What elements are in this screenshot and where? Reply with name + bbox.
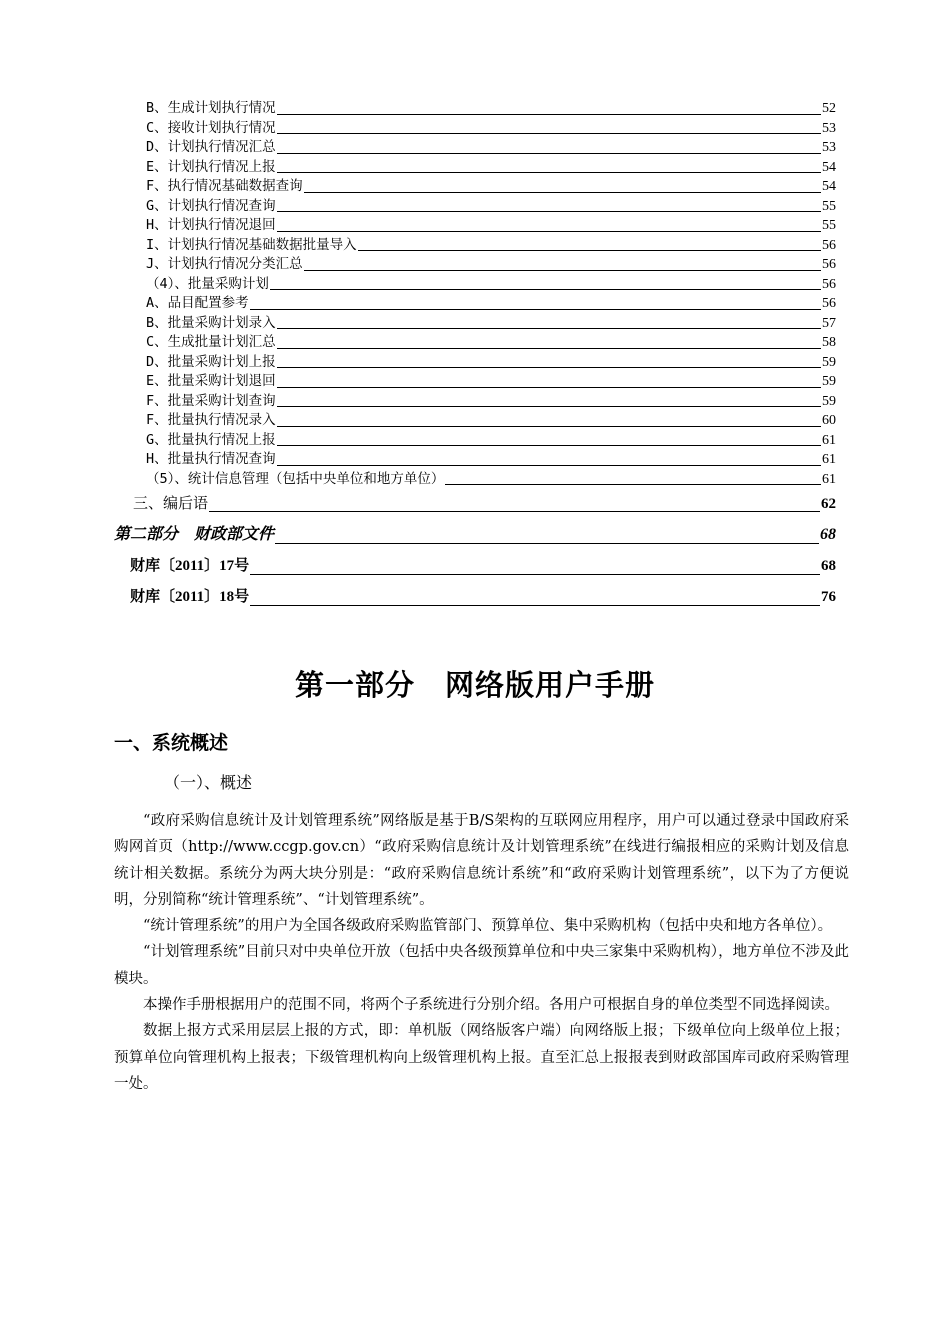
toc-leader bbox=[277, 347, 821, 349]
toc-entry-label: F、批量执行情况录入 bbox=[146, 412, 276, 428]
toc-entry-label: A、品目配置参考 bbox=[146, 295, 249, 311]
toc-entry[interactable] bbox=[146, 119, 836, 139]
toc-page-number: 59 bbox=[822, 393, 836, 409]
toc-entry-label: D、批量采购计划上报 bbox=[146, 353, 276, 370]
toc-leader bbox=[277, 152, 821, 154]
toc-leader bbox=[270, 288, 821, 290]
toc-leader bbox=[209, 510, 820, 512]
subsection-title: （一）、概述 bbox=[164, 773, 253, 792]
toc-entry-label: G、批量执行情况上报 bbox=[146, 431, 276, 448]
toc-leader bbox=[277, 132, 821, 134]
toc-entry[interactable] bbox=[146, 470, 836, 490]
toc-page-number: 57 bbox=[822, 315, 836, 331]
toc-entry-afterword[interactable] bbox=[133, 489, 836, 519]
toc-page-number: 61 bbox=[822, 432, 836, 448]
toc-entry-label: E、计划执行情况上报 bbox=[146, 158, 276, 175]
toc-entry-label: H、计划执行情况退回 bbox=[146, 217, 276, 233]
part-title: 第一部分 网络版用户手册 bbox=[294, 668, 655, 702]
toc-leader bbox=[358, 249, 821, 251]
toc-entry-label: H、批量执行情况查询 bbox=[146, 451, 276, 467]
toc-entry[interactable] bbox=[146, 99, 836, 119]
toc-page-number: 55 bbox=[822, 198, 836, 214]
toc-entry[interactable] bbox=[146, 255, 836, 275]
toc-page-number: 76 bbox=[821, 589, 836, 605]
toc-leader bbox=[445, 483, 821, 485]
toc-entry-label: D、计划执行情况汇总 bbox=[146, 139, 276, 155]
toc-leader bbox=[277, 230, 821, 232]
toc-page-number: 59 bbox=[822, 374, 836, 389]
toc-entry-label: E、批量采购计划退回 bbox=[146, 373, 276, 389]
toc-entry[interactable] bbox=[146, 294, 836, 314]
toc-entry-label: C、接收计划执行情况 bbox=[146, 119, 276, 136]
toc-leader bbox=[277, 425, 821, 427]
toc-entry-label: B、生成计划执行情况 bbox=[146, 100, 276, 116]
toc-leader bbox=[275, 542, 819, 544]
toc-entry-label: J、计划执行情况分类汇总 bbox=[146, 256, 303, 272]
toc-entry-document[interactable] bbox=[130, 551, 836, 582]
toc-entry-label: （4）、批量采购计划 bbox=[146, 275, 269, 292]
paragraph: “政府采购信息统计及计划管理系统”网络版是基于B/S架构的互联网应用程序，用户可以通过登录中国政府采购网首页（http://www.ccgp.gov.cn）“政府采购信息统计及计划管理系统”在线进行编报相应的采购计划及信息统计相关数据。系统分为两大块分别是：“政府采购信息统计系统”和“政府采购计划管理系统”，以下为了方便说明，分别简称“统计管理系统”、“计划管理系统”。 bbox=[114, 813, 849, 908]
toc-page-number: 53 bbox=[822, 140, 836, 155]
toc-page-number: 61 bbox=[822, 471, 836, 487]
toc-entry-label: I、计划执行情况基础数据批量导入 bbox=[146, 236, 357, 253]
toc-entry[interactable] bbox=[146, 275, 836, 295]
toc-entry[interactable] bbox=[146, 158, 836, 178]
toc-leader bbox=[250, 604, 820, 606]
toc-entry[interactable] bbox=[146, 236, 836, 256]
toc-page-number: 54 bbox=[822, 159, 836, 175]
toc-entry-label: 三、编后语 bbox=[133, 496, 209, 512]
toc-page-number: 53 bbox=[822, 120, 836, 136]
toc-entry-label: F、批量采购计划查询 bbox=[146, 392, 276, 409]
toc-leader bbox=[277, 386, 821, 388]
toc-leader bbox=[277, 210, 821, 212]
toc-page-number: 60 bbox=[822, 413, 836, 428]
toc-page-number: 62 bbox=[821, 496, 836, 512]
section-title: 一、系统概述 bbox=[114, 732, 229, 754]
toc-entry-label: （5）、统计信息管理（包括中央单位和地方单位） bbox=[146, 470, 445, 487]
toc-entry-label: 财库〔2011〕17号 bbox=[130, 558, 250, 574]
toc-entry-label: 财库〔2011〕18号 bbox=[130, 589, 250, 605]
paragraph: “计划管理系统”目前只对中央单位开放（包括中央各级预算单位和中央三家集中采购机构），地方单位不涉及此模块。 bbox=[114, 944, 849, 987]
toc-leader bbox=[277, 366, 821, 368]
toc-entry-label: B、批量采购计划录入 bbox=[146, 314, 276, 331]
toc-entry[interactable] bbox=[146, 333, 836, 353]
toc-leader bbox=[277, 327, 821, 329]
toc-entry[interactable] bbox=[146, 392, 836, 412]
toc-entry[interactable] bbox=[146, 450, 836, 470]
toc-page-number: 56 bbox=[822, 257, 836, 272]
toc-leader bbox=[277, 405, 821, 407]
toc-leader bbox=[304, 191, 821, 193]
toc-page-number: 68 bbox=[821, 558, 836, 574]
toc-entry[interactable] bbox=[146, 431, 836, 451]
toc-leader bbox=[277, 113, 821, 115]
toc-page-number: 55 bbox=[822, 218, 836, 233]
toc-page-number: 58 bbox=[822, 335, 836, 350]
toc-entry[interactable] bbox=[146, 197, 836, 217]
toc-entry[interactable] bbox=[146, 314, 836, 334]
toc-entry[interactable] bbox=[146, 353, 836, 373]
body-text bbox=[114, 808, 849, 1097]
toc-entry-label: G、计划执行情况查询 bbox=[146, 197, 276, 214]
toc-page-number: 56 bbox=[822, 276, 836, 292]
toc-entry-label: F、执行情况基础数据查询 bbox=[146, 178, 303, 194]
toc-entry[interactable] bbox=[146, 177, 836, 197]
toc-page-number: 54 bbox=[822, 179, 836, 194]
toc-entry[interactable] bbox=[146, 216, 836, 236]
toc-page-number: 61 bbox=[822, 452, 836, 467]
toc-page-number: 68 bbox=[820, 526, 836, 543]
toc-page-number: 56 bbox=[822, 237, 836, 253]
toc-leader bbox=[277, 171, 821, 173]
toc-entry-document[interactable] bbox=[130, 582, 836, 613]
paragraph: 本操作手册根据用户的范围不同，将两个子系统进行分别介绍。各用户可根据自身的单位类型不同选择阅读。 bbox=[143, 997, 839, 1014]
toc-entry-label: C、生成批量计划汇总 bbox=[146, 334, 276, 350]
table-of-contents bbox=[0, 99, 950, 613]
toc-entry[interactable] bbox=[146, 372, 836, 392]
toc-leader bbox=[250, 573, 820, 575]
toc-leader bbox=[277, 444, 821, 446]
toc-page-number: 56 bbox=[822, 296, 836, 311]
toc-page-number: 59 bbox=[822, 354, 836, 370]
toc-entry[interactable] bbox=[146, 138, 836, 158]
toc-entry-label: 第二部分 财政部文件 bbox=[114, 526, 275, 543]
toc-page-number: 52 bbox=[822, 101, 836, 116]
paragraph: 数据上报方式采用层层上报的方式，即：单机版（网络版客户端）向网络版上报；下级单位向上级单位上报；预算单位向管理机构上报表；下级管理机构向上级管理机构上报。直至汇总上报报表到财政部国库司政府采购管理一处。 bbox=[114, 1023, 849, 1092]
toc-leader bbox=[304, 269, 821, 271]
toc-entry-part-two[interactable] bbox=[114, 519, 836, 551]
toc-leader bbox=[277, 464, 821, 466]
toc-entry[interactable] bbox=[146, 411, 836, 431]
paragraph: “统计管理系统”的用户为全国各级政府采购监管部门、预算单位、集中采购机构（包括中央和地方各单位）。 bbox=[143, 918, 833, 935]
toc-leader bbox=[250, 308, 821, 310]
